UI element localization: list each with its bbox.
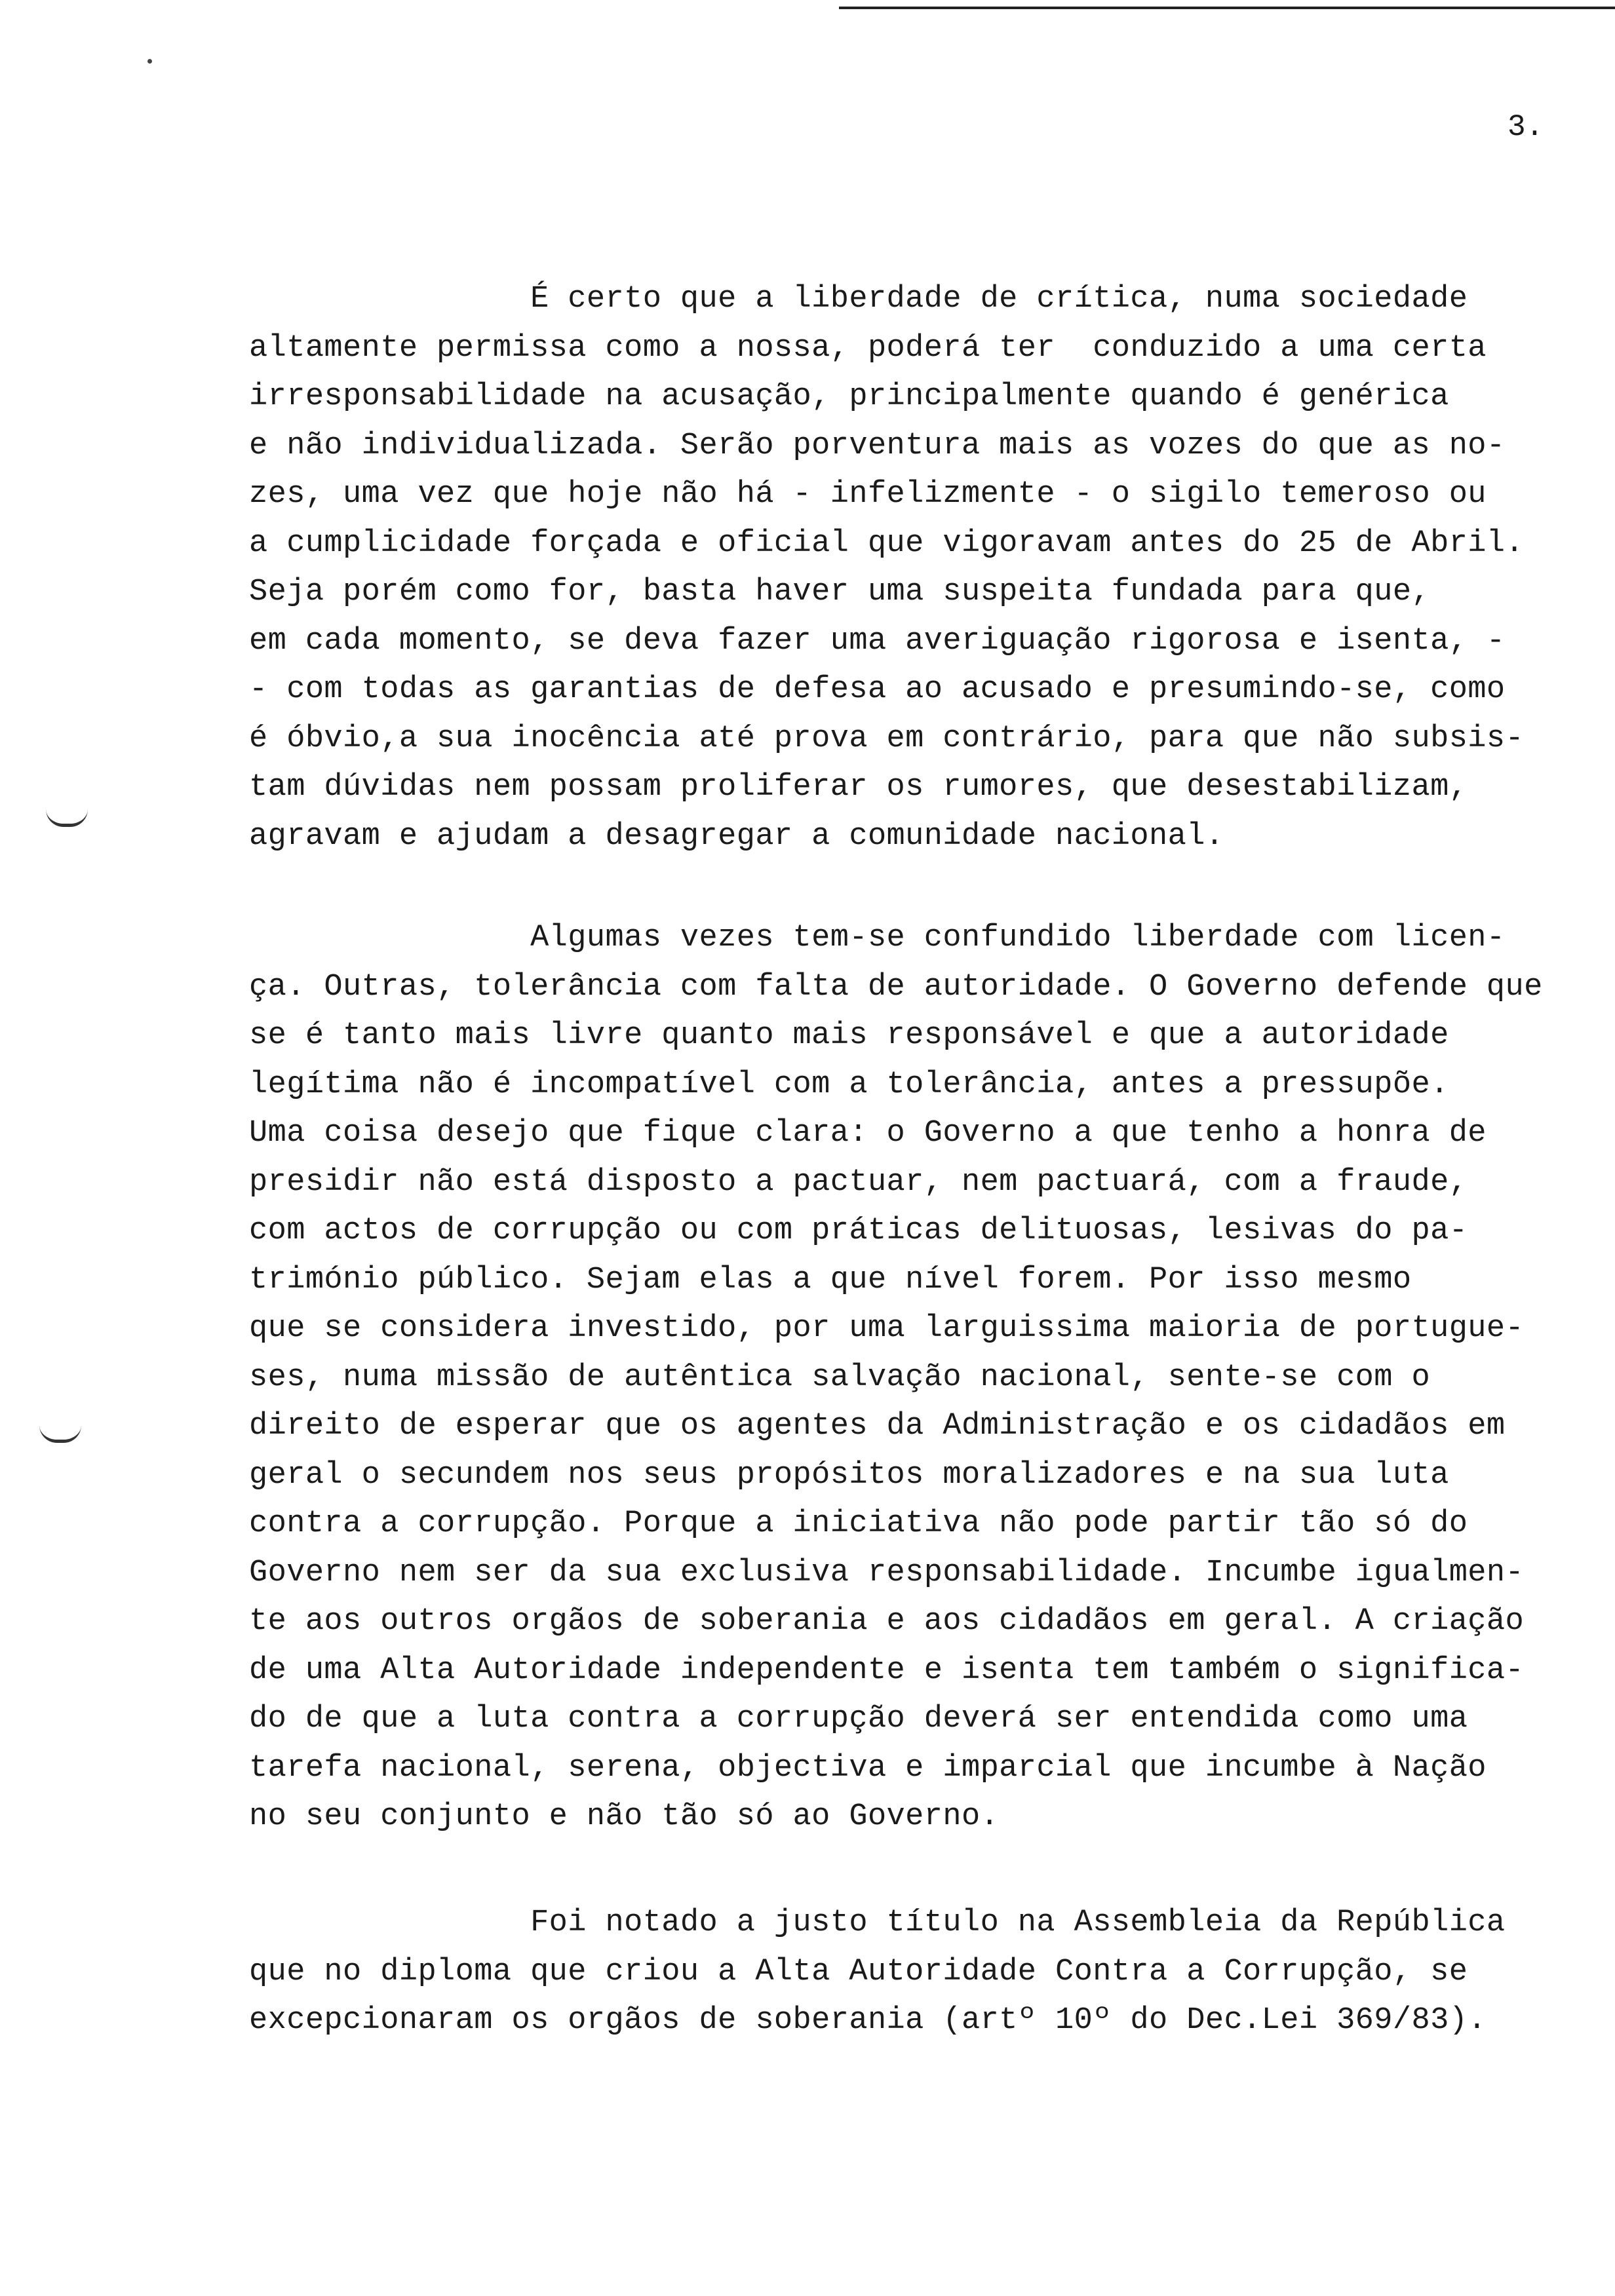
text-line: tam dúvidas nem possam proliferar os rumores, que desestabilizam,	[249, 770, 1468, 805]
text-line: legítima não é incompatível com a tolerância, antes a pressupõe.	[249, 1067, 1449, 1102]
text-line: e não individualizada. Serão porventura mais as vozes do que as no-	[249, 428, 1506, 463]
text-line: presidir não está disposto a pactuar, nem pactuará, com a fraude,	[249, 1164, 1468, 1200]
text-line: Seja porém como for, basta haver uma suspeita fundada para que,	[249, 575, 1431, 609]
text-line: ça. Outras, tolerância com falta de autoridade. O Governo defende que	[249, 969, 1543, 1004]
text-line: no seu conjunto e não tão só ao Governo.	[249, 1799, 1000, 1834]
text-line: do de que a luta contra a corrupção deverá ser entendida como uma	[249, 1702, 1468, 1736]
text-line: excepcionaram os orgãos de soberania (artº 10º do Dec.Lei 369/83).	[249, 2003, 1487, 2038]
text-line: contra a corrupção. Porque a iniciativa não pode partir tão só do	[249, 1506, 1468, 1541]
text-line: a cumplicidade forçada e oficial que vigoravam antes do 25 de Abril.	[249, 526, 1525, 561]
paragraph-1	[249, 275, 1606, 861]
text-line: direito de esperar que os agentes da Administração e os cidadãos em	[249, 1409, 1506, 1444]
paragraph-2	[249, 914, 1606, 1842]
text-line: te aos outros orgãos de soberania e aos cidadãos em geral. A criação	[249, 1604, 1525, 1639]
text-line: agravam e ajudam a desagregar a comunidade nacional.	[249, 818, 1224, 854]
text-line: é óbvio,a sua inocência até prova em contrário, para que não subsis-	[249, 721, 1525, 756]
text-line: em cada momento, se deva fazer uma averiguação rigorosa e isenta, -	[249, 623, 1506, 659]
text-line: que se considera investido, por uma larguissima maioria de portugue-	[249, 1311, 1525, 1346]
paragraph-3	[249, 1899, 1606, 2046]
text-line: que no diploma que criou a Alta Autoridade Contra a Corrupção, se	[249, 1954, 1468, 1989]
text-line: altamente permissa como a nossa, poderá ter conduzido a uma certa	[249, 330, 1487, 366]
text-line: - com todas as garantias de defesa ao acusado e presumindo-se, como	[249, 672, 1506, 707]
scan-speck	[147, 59, 152, 64]
text-line: Algumas vezes tem-se confundido liberdade com licen-	[249, 921, 1506, 955]
margin-mark	[46, 809, 88, 827]
text-line: geral o secundem nos seus propósitos moralizadores e na sua luta	[249, 1457, 1449, 1493]
text-line: tarefa nacional, serena, objectiva e imparcial que incumbe à Nação	[249, 1750, 1487, 1786]
text-line: com actos de corrupção ou com práticas delituosas, lesivas do pa-	[249, 1214, 1468, 1248]
text-line: se é tanto mais livre quanto mais responsável e que a autoridade	[249, 1018, 1449, 1053]
text-line: Foi notado a justo título na Assembleia da República	[249, 1905, 1506, 1940]
margin-mark	[39, 1425, 81, 1443]
page-number: 3.	[1508, 110, 1544, 144]
top-rule	[839, 7, 1615, 9]
text-line: Uma coisa desejo que fique clara: o Governo a que tenho a honra de	[249, 1116, 1487, 1151]
text-line: irresponsabilidade na acusação, principalmente quando é genérica	[249, 379, 1449, 414]
text-line: trimónio público. Sejam elas a que nível forem. Por isso mesmo	[249, 1262, 1412, 1297]
text-line: Governo nem ser da sua exclusiva responsabilidade. Incumbe igualmen-	[249, 1555, 1525, 1590]
text-line: zes, uma vez que hoje não há - infelizmente - o sigilo temeroso ou	[249, 477, 1487, 512]
text-line: É certo que a liberdade de crítica, numa sociedade	[249, 282, 1468, 316]
text-line: de uma Alta Autoridade independente e isenta tem também o significa-	[249, 1653, 1525, 1688]
text-line: ses, numa missão de autêntica salvação nacional, sente-se com o	[249, 1360, 1431, 1395]
